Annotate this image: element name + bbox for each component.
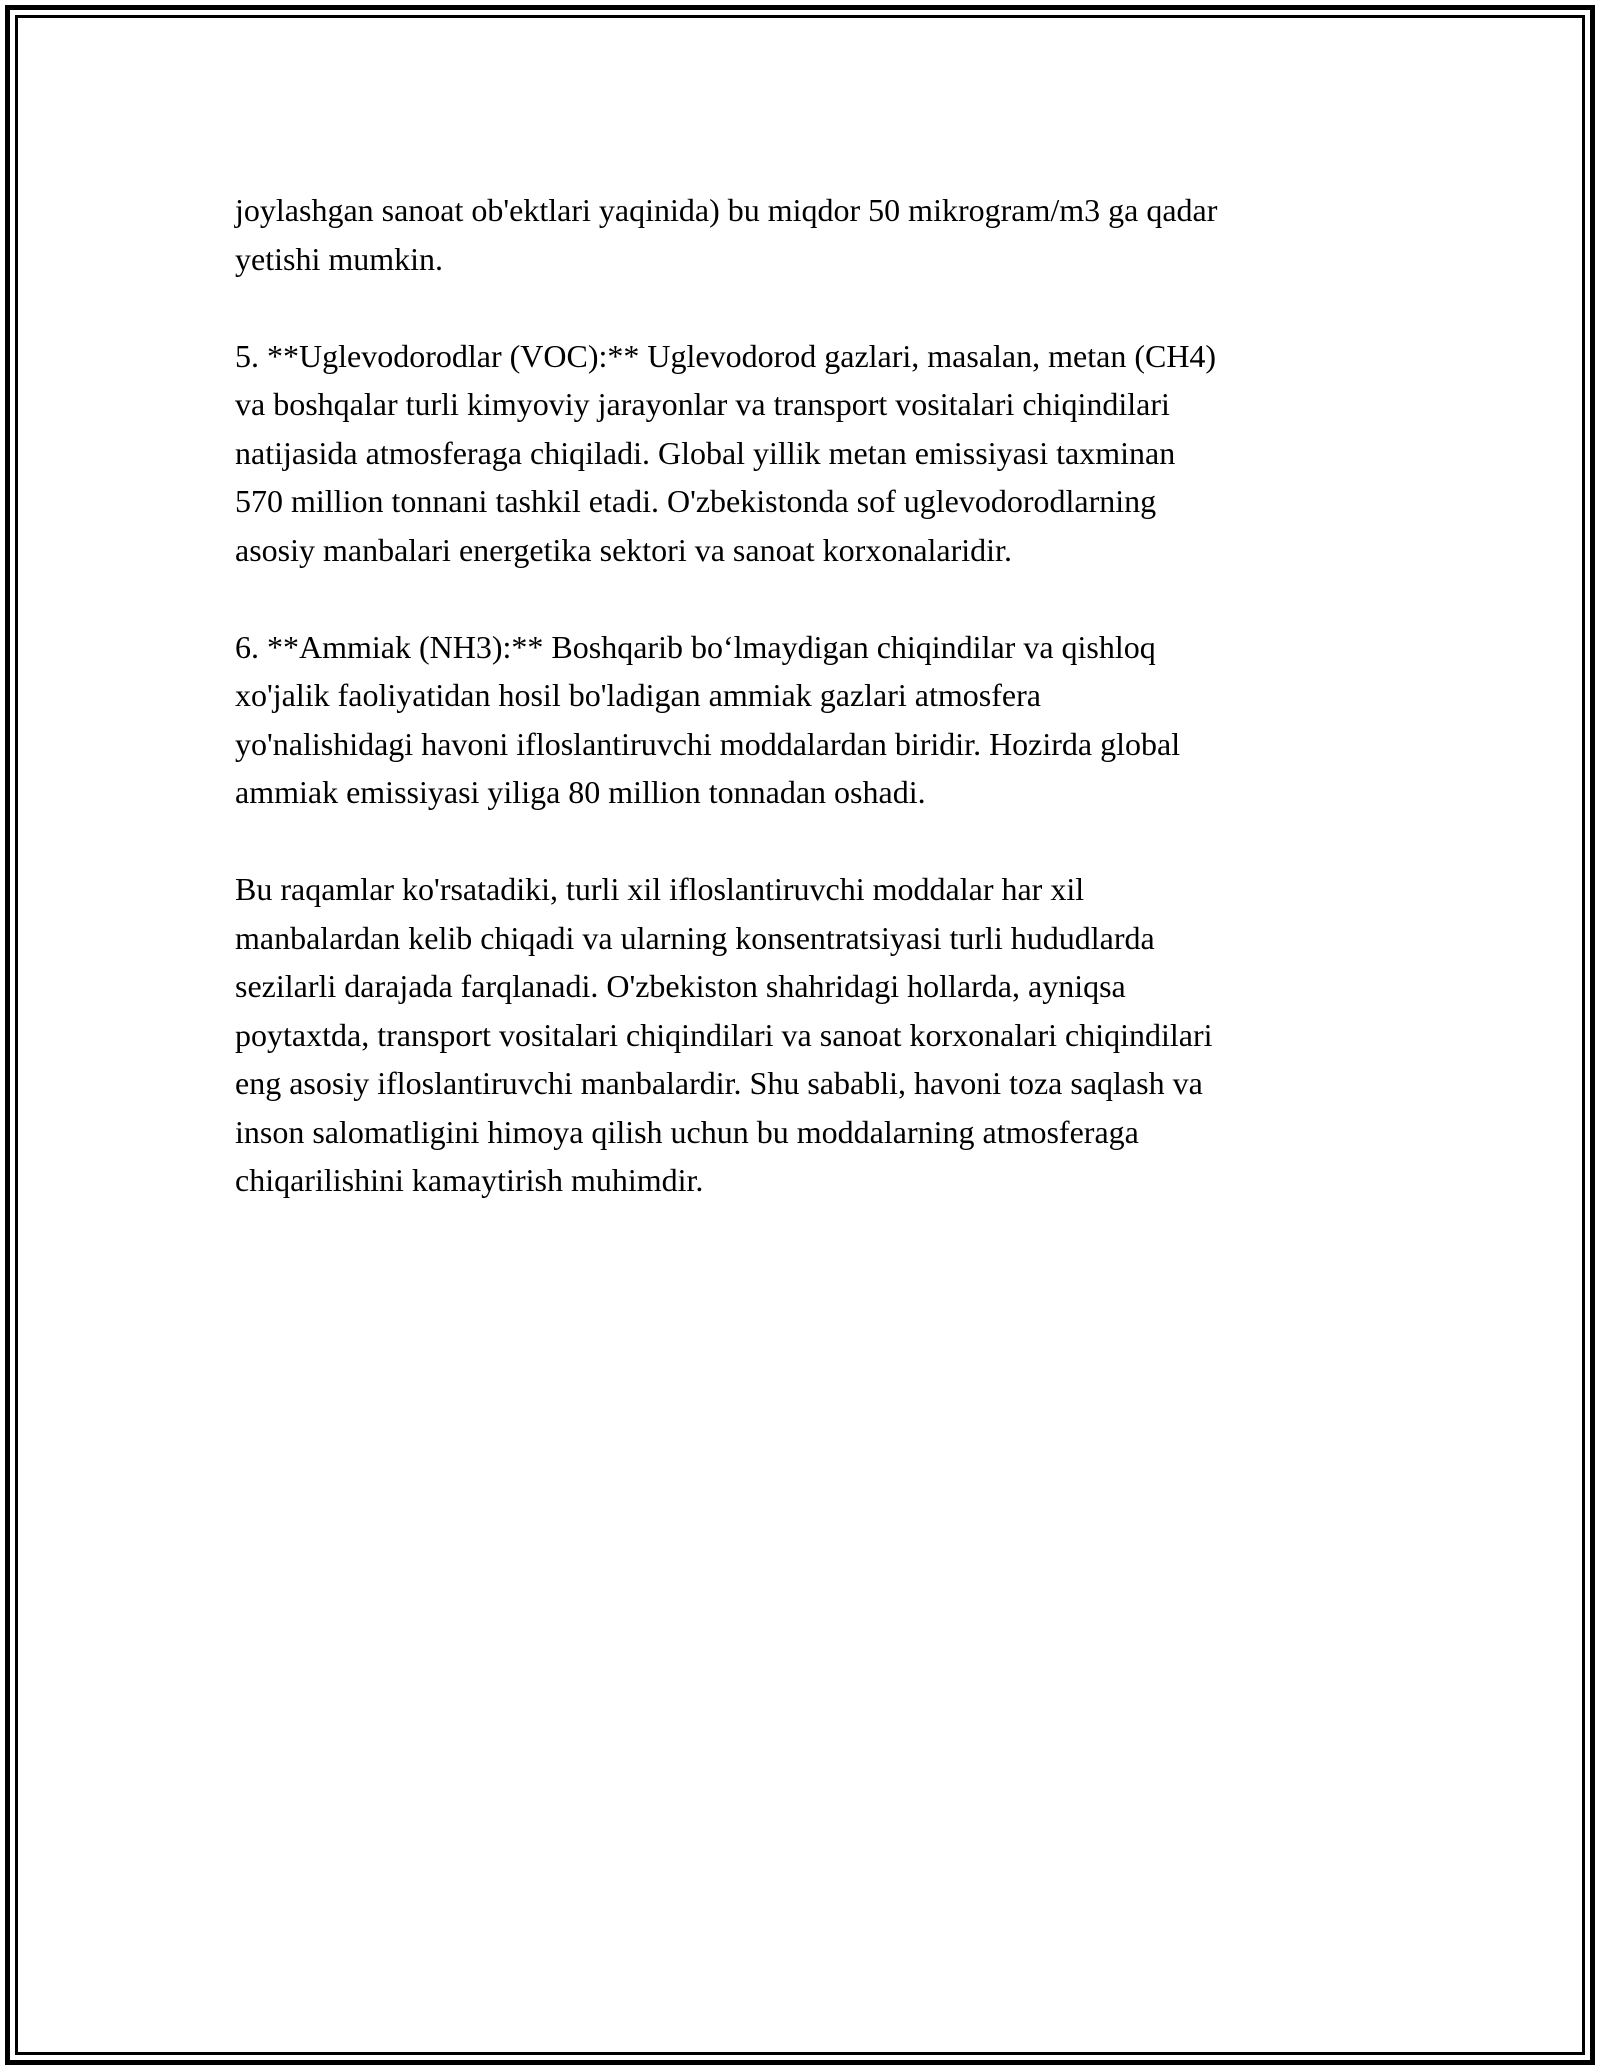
text-line: inson salomatligini himoya qilish uchun bu moddalarning atmosferaga [235,1113,1139,1150]
paragraph-conclusion [235,865,1375,1205]
text-line: chiqarilishini kamaytirish muhimdir. [235,1162,704,1198]
text-line: ammiak emissiyasi yiliga 80 million tonnadan oshadi. [235,774,926,810]
text-line: asosiy manbalari energetika sektori va sanoat korxonalaridir. [235,531,1012,568]
paragraph-hydrocarbons [235,332,1375,575]
text-line: Bu raqamlar ko'rsatadiki, turli xil ifloslantiruvchi moddalar har xil [235,871,1085,907]
text-line: xo'jalik faoliyatidan hosil bo'ladigan ammiak gazlari atmosfera [235,677,1041,713]
text-line: 570 million tonnani tashkil etadi. O'zbekistonda sof uglevodorodlarning [235,483,1157,519]
paragraph-ammonia [235,623,1375,817]
text-line: 6. **Ammiak (NH3):** Boshqarib bo‘lmaydigan chiqindilar va qishloq [235,628,1156,665]
text-line: sezilarli darajada farqlanadi. O'zbekiston shahridagi hollarda, ayniqsa [235,968,1126,1004]
paragraph-continuation [235,186,1375,283]
text-line: manbalardan kelib chiqadi va ularning konsentratsiyasi turli hududlarda [235,919,1155,956]
text-line: yo'nalishidagi havoni ifloslantiruvchi moddalardan biridir. Hozirda global [235,725,1181,762]
text-line: 5. **Uglevodorodlar (VOC):** Uglevodorod gazlari, masalan, metan (CH4) [235,337,1217,374]
text-line: poytaxtda, transport vositalari chiqindilari va sanoat korxonalari chiqindilari [235,1016,1213,1053]
text-line: natijasida atmosferaga chiqiladi. Global yillik metan emissiyasi taxminan [235,434,1176,471]
text-line: joylashgan sanoat ob'ektlari yaqinida) bu miqdor 50 mikrogram/m3 ga qadar [235,192,1218,228]
text-line: eng asosiy ifloslantiruvchi manbalardir. Shu sababli, havoni toza saqlash va [235,1065,1203,1101]
text-line: yetishi mumkin. [235,240,443,277]
document-body [235,186,1375,1253]
text-line: va boshqalar turli kimyoviy jarayonlar va transport vositalari chiqindilari [235,386,1170,422]
